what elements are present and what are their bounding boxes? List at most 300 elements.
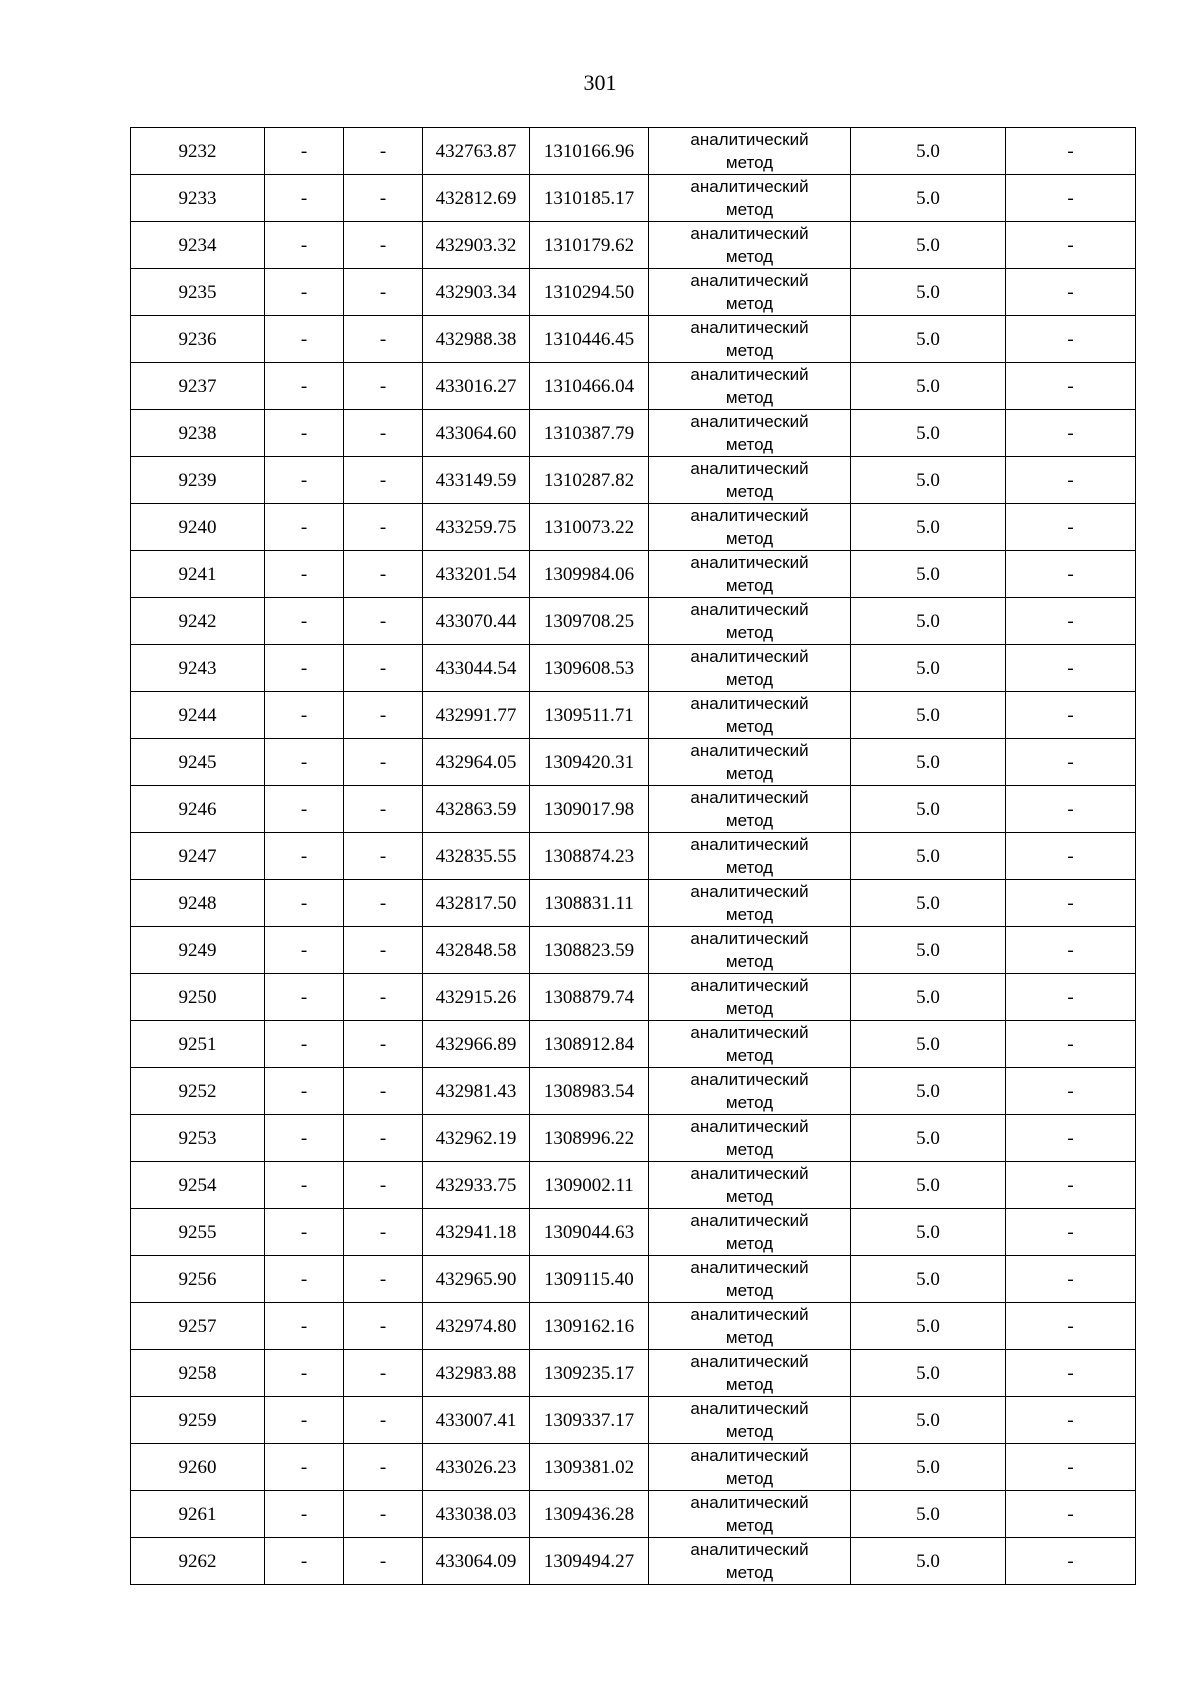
method-line: метод (725, 1281, 774, 1300)
col3-cell: - (344, 739, 423, 786)
note-cell: - (1006, 551, 1136, 598)
method-line: метод (725, 247, 774, 266)
x-coordinate-cell: 432991.77 (423, 692, 530, 739)
point-number-cell: 9252 (131, 1068, 265, 1115)
col3-cell: - (344, 1068, 423, 1115)
col3-cell: - (344, 1444, 423, 1491)
accuracy-cell: 5.0 (851, 1397, 1006, 1444)
col2-cell: - (265, 316, 344, 363)
x-coordinate-cell: 432966.89 (423, 1021, 530, 1068)
method-line: аналитический (690, 1540, 809, 1559)
y-coordinate-cell: 1309162.16 (530, 1303, 649, 1350)
col2-cell: - (265, 1397, 344, 1444)
accuracy-cell: 5.0 (851, 457, 1006, 504)
note-cell: - (1006, 1162, 1136, 1209)
col3-cell: - (344, 1256, 423, 1303)
x-coordinate-cell: 433044.54 (423, 645, 530, 692)
point-number-cell: 9254 (131, 1162, 265, 1209)
y-coordinate-cell: 1308831.11 (530, 880, 649, 927)
y-coordinate-cell: 1309017.98 (530, 786, 649, 833)
table-row (131, 316, 1136, 363)
col3-cell: - (344, 1209, 423, 1256)
method-cell (649, 1068, 851, 1115)
col2-cell: - (265, 363, 344, 410)
y-coordinate-cell: 1310446.45 (530, 316, 649, 363)
note-cell: - (1006, 1068, 1136, 1115)
table-row (131, 1162, 1136, 1209)
accuracy-cell: 5.0 (851, 551, 1006, 598)
x-coordinate-cell: 432903.34 (423, 269, 530, 316)
method-line: аналитический (690, 224, 809, 243)
y-coordinate-cell: 1310387.79 (530, 410, 649, 457)
method-cell (649, 974, 851, 1021)
y-coordinate-cell: 1308996.22 (530, 1115, 649, 1162)
note-cell: - (1006, 786, 1136, 833)
col3-cell: - (344, 410, 423, 457)
note-cell: - (1006, 880, 1136, 927)
method-line: аналитический (690, 694, 809, 713)
table-row (131, 880, 1136, 927)
accuracy-cell: 5.0 (851, 1068, 1006, 1115)
col3-cell: - (344, 222, 423, 269)
point-number-cell: 9244 (131, 692, 265, 739)
table-row (131, 363, 1136, 410)
y-coordinate-cell: 1310166.96 (530, 128, 649, 175)
table-row (131, 927, 1136, 974)
table-row (131, 645, 1136, 692)
y-coordinate-cell: 1309708.25 (530, 598, 649, 645)
method-line: метод (725, 529, 774, 548)
method-cell (649, 410, 851, 457)
accuracy-cell: 5.0 (851, 175, 1006, 222)
note-cell: - (1006, 457, 1136, 504)
point-number-cell: 9242 (131, 598, 265, 645)
method-line: метод (725, 670, 774, 689)
accuracy-cell: 5.0 (851, 927, 1006, 974)
note-cell: - (1006, 692, 1136, 739)
method-cell (649, 363, 851, 410)
method-cell (649, 175, 851, 222)
y-coordinate-cell: 1309337.17 (530, 1397, 649, 1444)
method-cell (649, 1397, 851, 1444)
method-line: метод (725, 294, 774, 313)
point-number-cell: 9249 (131, 927, 265, 974)
accuracy-cell: 5.0 (851, 1115, 1006, 1162)
col2-cell: - (265, 128, 344, 175)
col2-cell: - (265, 1491, 344, 1538)
y-coordinate-cell: 1309436.28 (530, 1491, 649, 1538)
point-number-cell: 9253 (131, 1115, 265, 1162)
note-cell: - (1006, 1491, 1136, 1538)
col3-cell: - (344, 927, 423, 974)
point-number-cell: 9245 (131, 739, 265, 786)
note-cell: - (1006, 739, 1136, 786)
accuracy-cell: 5.0 (851, 222, 1006, 269)
method-line: аналитический (690, 741, 809, 760)
note-cell: - (1006, 1397, 1136, 1444)
method-cell (649, 1444, 851, 1491)
point-number-cell: 9233 (131, 175, 265, 222)
y-coordinate-cell: 1309235.17 (530, 1350, 649, 1397)
col3-cell: - (344, 363, 423, 410)
table-row (131, 1491, 1136, 1538)
method-line: аналитический (690, 1399, 809, 1418)
col2-cell: - (265, 1303, 344, 1350)
method-line: метод (725, 905, 774, 924)
method-line: аналитический (690, 177, 809, 196)
method-line: аналитический (690, 882, 809, 901)
y-coordinate-cell: 1310073.22 (530, 504, 649, 551)
y-coordinate-cell: 1309511.71 (530, 692, 649, 739)
col2-cell: - (265, 410, 344, 457)
accuracy-cell: 5.0 (851, 645, 1006, 692)
method-cell (649, 833, 851, 880)
method-line: аналитический (690, 976, 809, 995)
method-line: аналитический (690, 1352, 809, 1371)
col3-cell: - (344, 1350, 423, 1397)
note-cell: - (1006, 1021, 1136, 1068)
method-cell (649, 316, 851, 363)
col2-cell: - (265, 598, 344, 645)
method-line: метод (725, 435, 774, 454)
y-coordinate-cell: 1310466.04 (530, 363, 649, 410)
y-coordinate-cell: 1309494.27 (530, 1538, 649, 1585)
y-coordinate-cell: 1308879.74 (530, 974, 649, 1021)
col3-cell: - (344, 1162, 423, 1209)
table-row (131, 1538, 1136, 1585)
col2-cell: - (265, 1444, 344, 1491)
method-line: метод (725, 999, 774, 1018)
method-line: метод (725, 952, 774, 971)
col2-cell: - (265, 974, 344, 1021)
x-coordinate-cell: 432981.43 (423, 1068, 530, 1115)
table-row (131, 1209, 1136, 1256)
x-coordinate-cell: 433070.44 (423, 598, 530, 645)
note-cell: - (1006, 1209, 1136, 1256)
note-cell: - (1006, 363, 1136, 410)
x-coordinate-cell: 432941.18 (423, 1209, 530, 1256)
col2-cell: - (265, 1256, 344, 1303)
method-line: метод (725, 623, 774, 642)
col2-cell: - (265, 269, 344, 316)
accuracy-cell: 5.0 (851, 1162, 1006, 1209)
point-number-cell: 9234 (131, 222, 265, 269)
x-coordinate-cell: 433064.09 (423, 1538, 530, 1585)
y-coordinate-cell: 1309420.31 (530, 739, 649, 786)
method-line: метод (725, 811, 774, 830)
method-cell (649, 645, 851, 692)
x-coordinate-cell: 432974.80 (423, 1303, 530, 1350)
note-cell: - (1006, 175, 1136, 222)
x-coordinate-cell: 432812.69 (423, 175, 530, 222)
method-line: аналитический (690, 835, 809, 854)
col3-cell: - (344, 128, 423, 175)
method-cell (649, 1538, 851, 1585)
point-number-cell: 9243 (131, 645, 265, 692)
accuracy-cell: 5.0 (851, 833, 1006, 880)
method-line: аналитический (690, 271, 809, 290)
table-row (131, 175, 1136, 222)
accuracy-cell: 5.0 (851, 1021, 1006, 1068)
table-row (131, 1256, 1136, 1303)
col2-cell: - (265, 175, 344, 222)
accuracy-cell: 5.0 (851, 128, 1006, 175)
table-body (131, 128, 1136, 1585)
method-line: аналитический (690, 647, 809, 666)
y-coordinate-cell: 1309984.06 (530, 551, 649, 598)
x-coordinate-cell: 432817.50 (423, 880, 530, 927)
x-coordinate-cell: 432988.38 (423, 316, 530, 363)
y-coordinate-cell: 1309044.63 (530, 1209, 649, 1256)
col3-cell: - (344, 598, 423, 645)
note-cell: - (1006, 927, 1136, 974)
accuracy-cell: 5.0 (851, 598, 1006, 645)
col2-cell: - (265, 1068, 344, 1115)
accuracy-cell: 5.0 (851, 1538, 1006, 1585)
table-row (131, 1350, 1136, 1397)
col3-cell: - (344, 1303, 423, 1350)
accuracy-cell: 5.0 (851, 1491, 1006, 1538)
method-cell (649, 222, 851, 269)
note-cell: - (1006, 645, 1136, 692)
col3-cell: - (344, 504, 423, 551)
point-number-cell: 9255 (131, 1209, 265, 1256)
accuracy-cell: 5.0 (851, 410, 1006, 457)
point-number-cell: 9235 (131, 269, 265, 316)
method-line: метод (725, 1516, 774, 1535)
accuracy-cell: 5.0 (851, 692, 1006, 739)
accuracy-cell: 5.0 (851, 269, 1006, 316)
method-line: метод (725, 341, 774, 360)
table-row (131, 1397, 1136, 1444)
x-coordinate-cell: 433149.59 (423, 457, 530, 504)
table-row (131, 1303, 1136, 1350)
method-cell (649, 128, 851, 175)
method-cell (649, 1021, 851, 1068)
method-line: метод (725, 153, 774, 172)
method-line: аналитический (690, 365, 809, 384)
method-line: метод (725, 1563, 774, 1582)
point-number-cell: 9240 (131, 504, 265, 551)
col2-cell: - (265, 1538, 344, 1585)
col3-cell: - (344, 1115, 423, 1162)
col2-cell: - (265, 1021, 344, 1068)
method-line: метод (725, 1046, 774, 1065)
point-number-cell: 9259 (131, 1397, 265, 1444)
method-line: аналитический (690, 1164, 809, 1183)
point-number-cell: 9232 (131, 128, 265, 175)
method-line: метод (725, 1234, 774, 1253)
method-line: метод (725, 764, 774, 783)
x-coordinate-cell: 432915.26 (423, 974, 530, 1021)
method-line: метод (725, 1328, 774, 1347)
table-row (131, 1115, 1136, 1162)
table-row (131, 504, 1136, 551)
accuracy-cell: 5.0 (851, 1256, 1006, 1303)
y-coordinate-cell: 1309115.40 (530, 1256, 649, 1303)
method-line: аналитический (690, 130, 809, 149)
col2-cell: - (265, 551, 344, 598)
col3-cell: - (344, 692, 423, 739)
point-number-cell: 9262 (131, 1538, 265, 1585)
method-cell (649, 1209, 851, 1256)
col3-cell: - (344, 269, 423, 316)
method-line: аналитический (690, 1258, 809, 1277)
col3-cell: - (344, 833, 423, 880)
y-coordinate-cell: 1308874.23 (530, 833, 649, 880)
accuracy-cell: 5.0 (851, 1350, 1006, 1397)
method-line: аналитический (690, 1117, 809, 1136)
x-coordinate-cell: 433259.75 (423, 504, 530, 551)
method-cell (649, 1256, 851, 1303)
x-coordinate-cell: 432835.55 (423, 833, 530, 880)
y-coordinate-cell: 1308912.84 (530, 1021, 649, 1068)
method-line: метод (725, 576, 774, 595)
point-number-cell: 9237 (131, 363, 265, 410)
y-coordinate-cell: 1308983.54 (530, 1068, 649, 1115)
method-line: метод (725, 1093, 774, 1112)
point-number-cell: 9247 (131, 833, 265, 880)
method-line: аналитический (690, 1493, 809, 1512)
table-row (131, 222, 1136, 269)
x-coordinate-cell: 433016.27 (423, 363, 530, 410)
x-coordinate-cell: 432933.75 (423, 1162, 530, 1209)
note-cell: - (1006, 504, 1136, 551)
method-line: метод (725, 858, 774, 877)
point-number-cell: 9260 (131, 1444, 265, 1491)
table-row (131, 692, 1136, 739)
col2-cell: - (265, 222, 344, 269)
accuracy-cell: 5.0 (851, 316, 1006, 363)
x-coordinate-cell: 432983.88 (423, 1350, 530, 1397)
col3-cell: - (344, 645, 423, 692)
method-cell (649, 504, 851, 551)
col2-cell: - (265, 504, 344, 551)
table-row (131, 457, 1136, 504)
col3-cell: - (344, 974, 423, 1021)
col2-cell: - (265, 786, 344, 833)
x-coordinate-cell: 432965.90 (423, 1256, 530, 1303)
method-line: метод (725, 1140, 774, 1159)
accuracy-cell: 5.0 (851, 363, 1006, 410)
method-line: аналитический (690, 929, 809, 948)
col2-cell: - (265, 1209, 344, 1256)
note-cell: - (1006, 1538, 1136, 1585)
point-number-cell: 9256 (131, 1256, 265, 1303)
accuracy-cell: 5.0 (851, 880, 1006, 927)
point-number-cell: 9236 (131, 316, 265, 363)
table-row (131, 1068, 1136, 1115)
method-line: аналитический (690, 412, 809, 431)
method-cell (649, 598, 851, 645)
y-coordinate-cell: 1308823.59 (530, 927, 649, 974)
method-line: метод (725, 388, 774, 407)
x-coordinate-cell: 432848.58 (423, 927, 530, 974)
table-row (131, 410, 1136, 457)
col2-cell: - (265, 1115, 344, 1162)
table-row (131, 128, 1136, 175)
method-cell (649, 927, 851, 974)
note-cell: - (1006, 974, 1136, 1021)
method-cell (649, 786, 851, 833)
method-cell (649, 739, 851, 786)
accuracy-cell: 5.0 (851, 504, 1006, 551)
y-coordinate-cell: 1309381.02 (530, 1444, 649, 1491)
method-cell (649, 1303, 851, 1350)
y-coordinate-cell: 1310185.17 (530, 175, 649, 222)
y-coordinate-cell: 1309002.11 (530, 1162, 649, 1209)
method-cell (649, 1350, 851, 1397)
point-number-cell: 9246 (131, 786, 265, 833)
y-coordinate-cell: 1310179.62 (530, 222, 649, 269)
table-row (131, 974, 1136, 1021)
x-coordinate-cell: 432863.59 (423, 786, 530, 833)
note-cell: - (1006, 1115, 1136, 1162)
method-line: аналитический (690, 1305, 809, 1324)
method-cell (649, 1162, 851, 1209)
col3-cell: - (344, 1538, 423, 1585)
point-number-cell: 9248 (131, 880, 265, 927)
x-coordinate-cell: 433026.23 (423, 1444, 530, 1491)
accuracy-cell: 5.0 (851, 1444, 1006, 1491)
method-cell (649, 692, 851, 739)
note-cell: - (1006, 128, 1136, 175)
x-coordinate-cell: 433007.41 (423, 1397, 530, 1444)
table-row (131, 1021, 1136, 1068)
note-cell: - (1006, 222, 1136, 269)
page-number: 301 (583, 70, 617, 95)
method-line: аналитический (690, 1211, 809, 1230)
table-row (131, 786, 1136, 833)
method-cell (649, 880, 851, 927)
point-number-cell: 9257 (131, 1303, 265, 1350)
col2-cell: - (265, 927, 344, 974)
method-cell (649, 457, 851, 504)
col2-cell: - (265, 739, 344, 786)
table-row (131, 739, 1136, 786)
col3-cell: - (344, 880, 423, 927)
point-number-cell: 9241 (131, 551, 265, 598)
col3-cell: - (344, 316, 423, 363)
col3-cell: - (344, 457, 423, 504)
x-coordinate-cell: 433201.54 (423, 551, 530, 598)
method-cell (649, 1115, 851, 1162)
note-cell: - (1006, 269, 1136, 316)
col3-cell: - (344, 551, 423, 598)
col3-cell: - (344, 786, 423, 833)
point-number-cell: 9261 (131, 1491, 265, 1538)
point-number-cell: 9238 (131, 410, 265, 457)
col2-cell: - (265, 880, 344, 927)
method-line: аналитический (690, 1070, 809, 1089)
note-cell: - (1006, 833, 1136, 880)
method-line: метод (725, 717, 774, 736)
method-line: аналитический (690, 459, 809, 478)
method-line: метод (725, 200, 774, 219)
accuracy-cell: 5.0 (851, 1209, 1006, 1256)
method-line: метод (725, 482, 774, 501)
method-line: метод (725, 1187, 774, 1206)
method-cell (649, 269, 851, 316)
col3-cell: - (344, 175, 423, 222)
x-coordinate-cell: 433064.60 (423, 410, 530, 457)
note-cell: - (1006, 410, 1136, 457)
method-line: аналитический (690, 1446, 809, 1465)
x-coordinate-cell: 433038.03 (423, 1491, 530, 1538)
note-cell: - (1006, 316, 1136, 363)
method-line: аналитический (690, 506, 809, 525)
accuracy-cell: 5.0 (851, 974, 1006, 1021)
